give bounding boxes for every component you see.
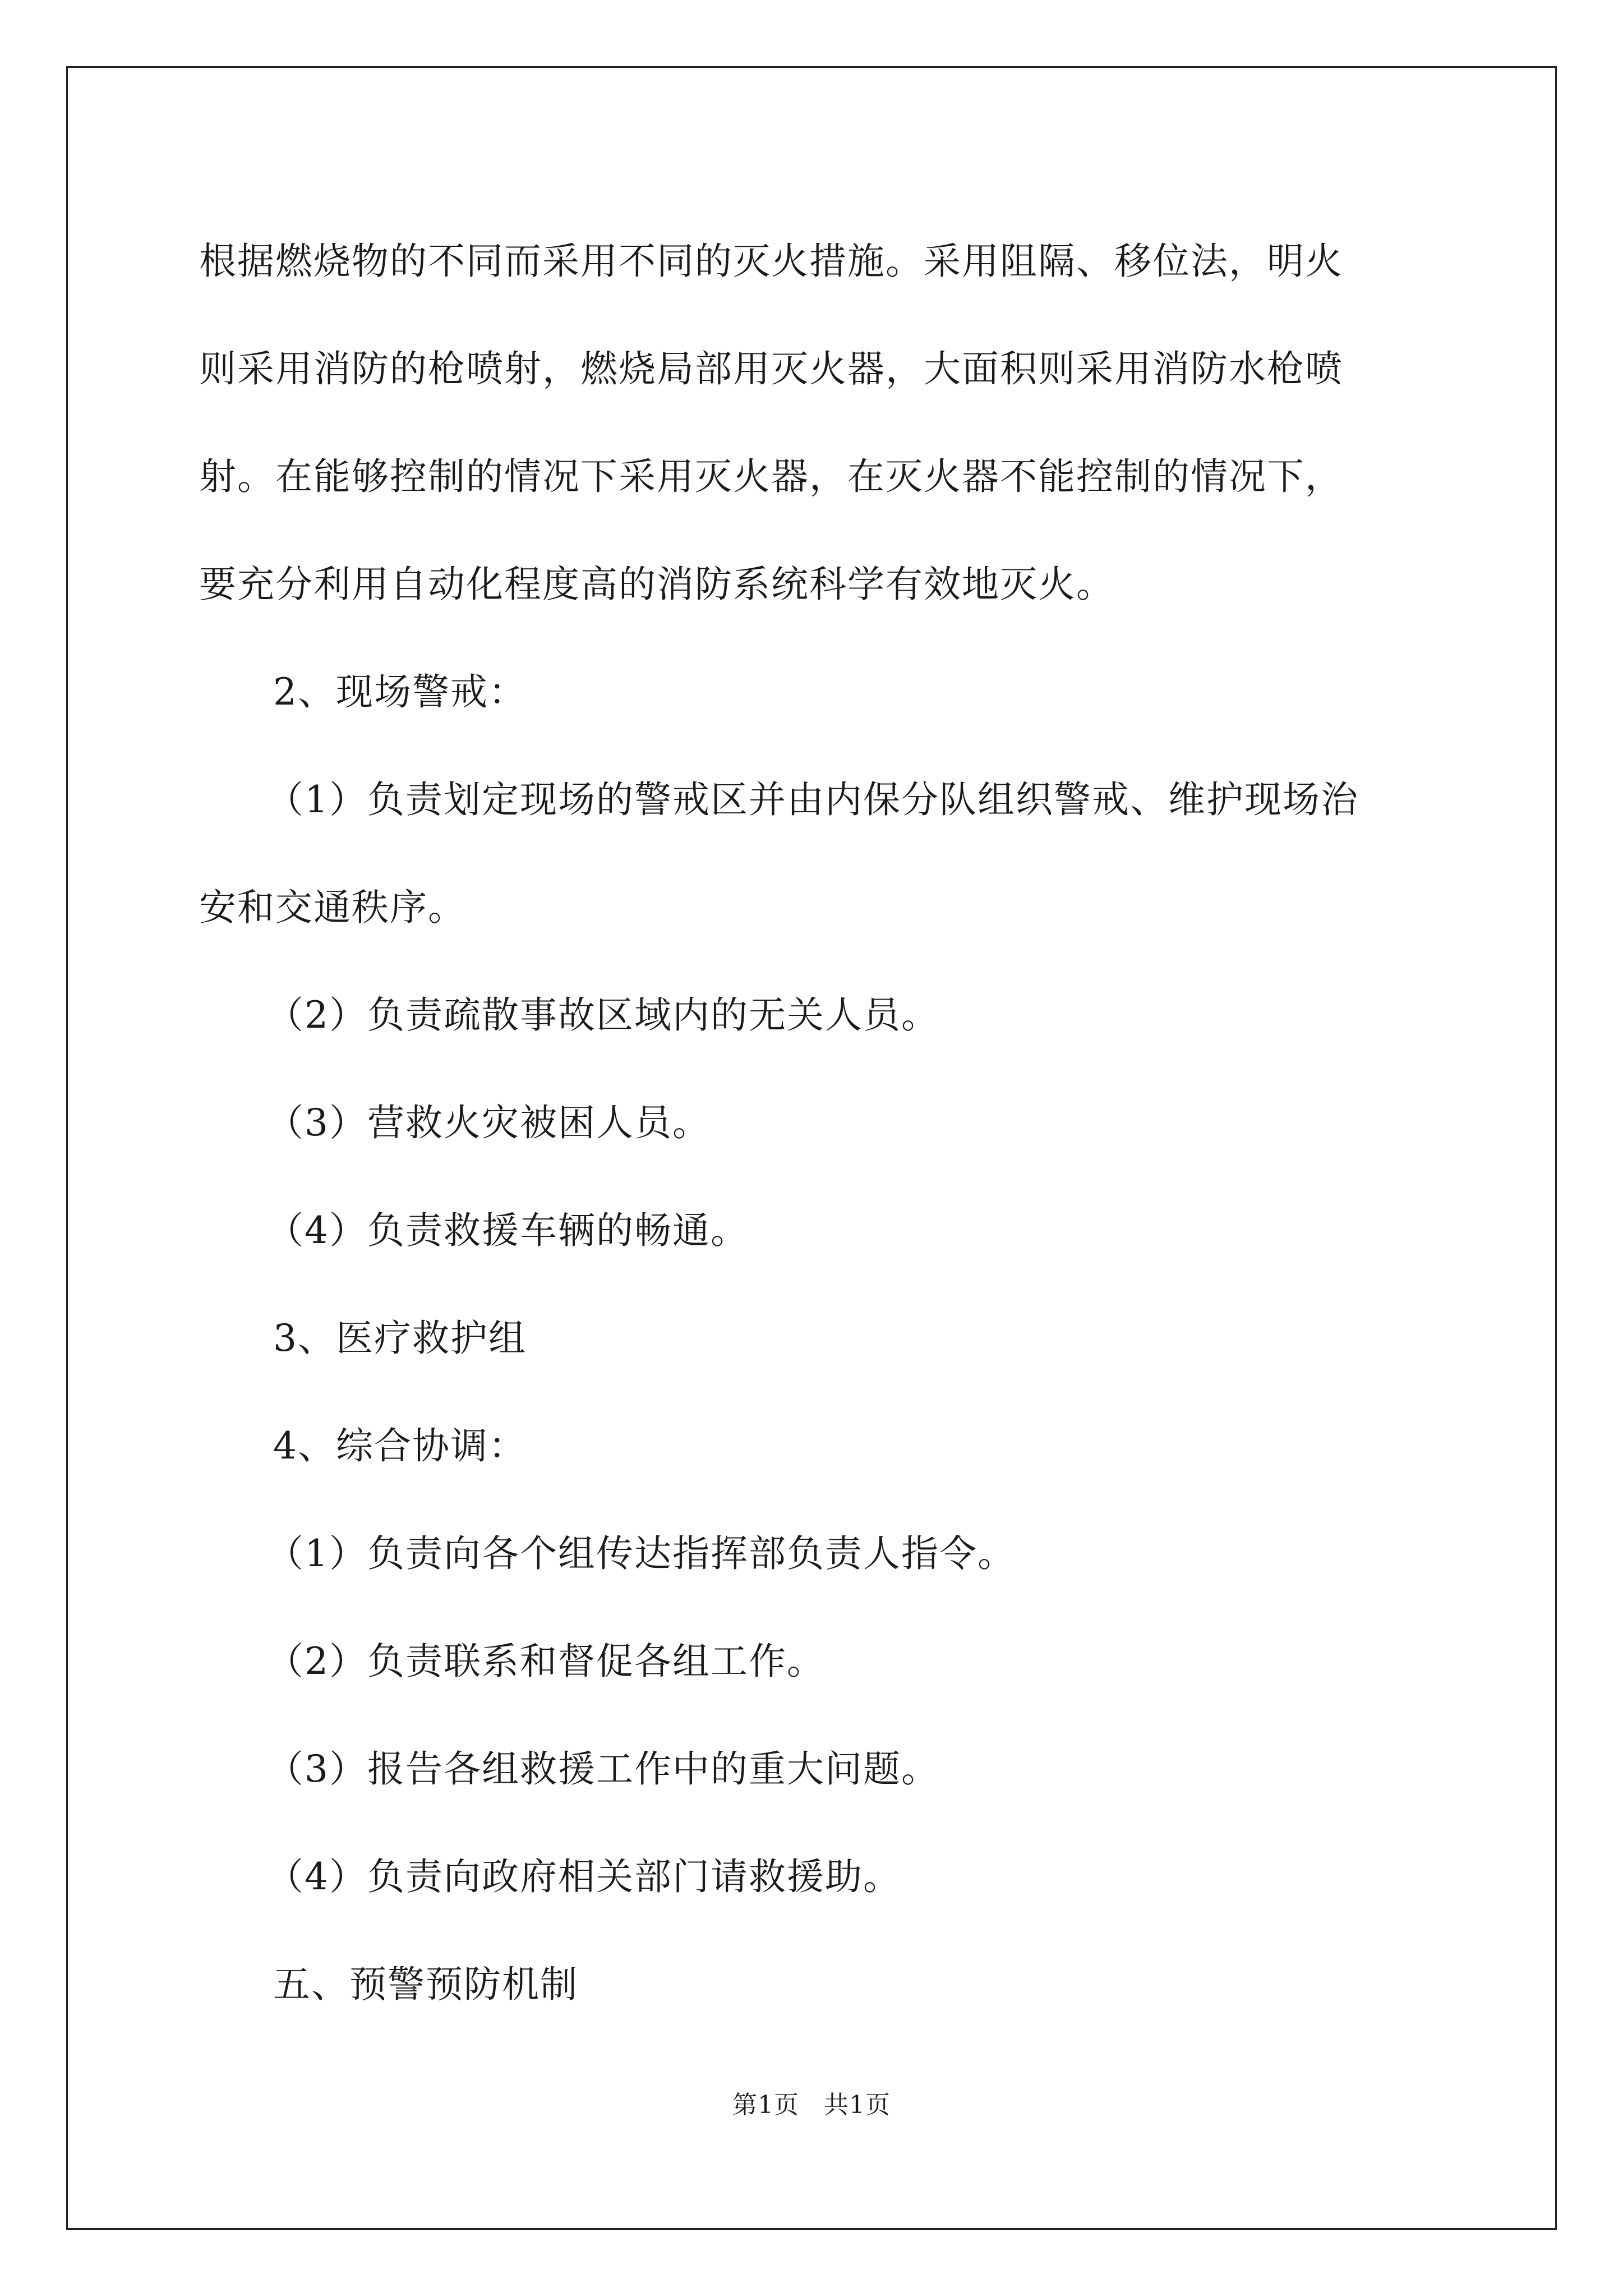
- body-line: 则采用消防的枪喷射，燃烧局部用灭火器，大面积则采用消防水枪喷: [199, 347, 1343, 390]
- section-heading: 3、医疗救护组: [273, 1317, 527, 1360]
- body-line: 射。在能够控制的情况下采用灭火器，在灭火器不能控制的情况下，: [199, 455, 1343, 498]
- section-heading: 4、综合协调：: [273, 1424, 527, 1467]
- list-item: （4）负责救援车辆的畅通。: [266, 1209, 749, 1252]
- body-line: 根据燃烧物的不同而采用不同的灭火措施。采用阻隔、移位法，明火: [199, 240, 1343, 283]
- list-item: （2）负责疏散事故区域内的无关人员。: [266, 993, 939, 1037]
- list-item: （3）营救火灾被困人员。: [266, 1101, 711, 1144]
- section-heading: 五、预警预防机制: [273, 1963, 578, 2006]
- page-number-current: 第1页: [732, 2091, 799, 2119]
- body-line: 安和交通秩序。: [199, 886, 466, 929]
- list-item: （1）负责划定现场的警戒区并由内保分队组织警戒、维护现场治: [266, 778, 1359, 821]
- section-heading: 2、现场警戒：: [273, 670, 527, 714]
- list-item: （2）负责联系和督促各组工作。: [266, 1640, 825, 1683]
- document-body: [199, 208, 1427, 2039]
- page-number-total: 共1页: [824, 2091, 891, 2119]
- list-item: （4）负责向政府相关部门请救援助。: [266, 1855, 901, 1898]
- body-line: 要充分利用自动化程度高的消防系统科学有效地灭火。: [199, 563, 1114, 606]
- list-item: （1）负责向各个组传达指挥部负责人指令。: [266, 1532, 1016, 1575]
- page-footer: [0, 2090, 1623, 2121]
- list-item: （3）报告各组救援工作中的重大问题。: [266, 1747, 939, 1791]
